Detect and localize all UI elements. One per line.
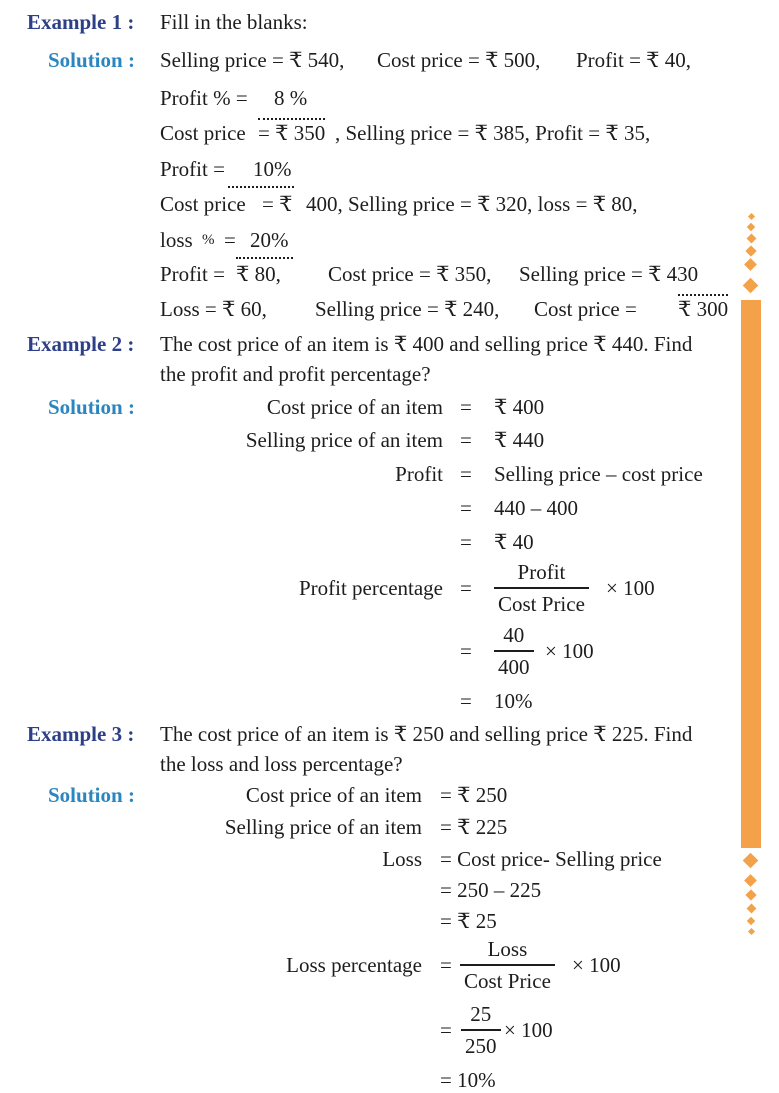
ex3-times-100: × 100 [572, 953, 621, 977]
diamond-icon [745, 889, 756, 900]
ex3-cost-price-label: Cost price of an item [245, 783, 422, 807]
ex3-selling-price-label: Selling price of an item [224, 815, 422, 839]
ex2-cost-price-value: ₹ 400 [494, 395, 545, 419]
ex2-equals: = [460, 639, 472, 663]
ex2-profit-percentage-label: Profit percentage [298, 576, 443, 600]
example-2-label: Example 2 : [27, 332, 135, 356]
fraction-numerator: 25 [470, 1002, 492, 1026]
ex1-r7-selling-price: Selling price = ₹ 430 [519, 262, 699, 286]
example-2-question-line-2: the profit and profit percentage? [160, 362, 431, 386]
example-2-solution-label: Solution : [48, 395, 135, 419]
ex1-r8-cost-price: Cost price = [534, 297, 637, 321]
diamond-icon [744, 258, 757, 271]
ex1-r8-selling-price: Selling price = ₹ 240, [315, 297, 500, 321]
diamond-icon [743, 278, 759, 294]
ex2-equals: = [460, 496, 472, 520]
ex2-equals: = [460, 576, 472, 600]
ex3-loss-label: Loss [382, 847, 422, 871]
ex1-r3-rest: , Selling price = ₹ 385, Profit = ₹ 35, [335, 121, 651, 145]
ex3-final-answer: = 10% [440, 1068, 496, 1092]
ex1-r6-equals: = [224, 228, 236, 252]
diamond-icon [747, 917, 755, 925]
fraction-denominator: Cost Price [498, 592, 585, 616]
fraction-denominator: Cost Price [464, 969, 551, 993]
ex2-selling-price-value: ₹ 440 [494, 428, 545, 452]
ex1-r5-rest: 400, Selling price = ₹ 320, loss = ₹ 80, [306, 192, 638, 216]
ex2-equals: = [460, 428, 472, 452]
ex2-profit-label: Profit [395, 462, 443, 486]
ex2-equals: = [460, 462, 472, 486]
ex1-r5-label: Cost price [160, 192, 246, 216]
ex3-selling-price-value: = ₹ 225 [440, 815, 508, 839]
ex1-r5-answer: = ₹ [262, 192, 293, 216]
ex2-fraction-40-over-400 [494, 625, 534, 678]
ex1-r6-answer: 20% [236, 230, 293, 259]
ex1-r6-label: loss [160, 228, 193, 252]
ex1-r3-answer: = ₹ 350 [258, 118, 325, 144]
ex2-equals: = [460, 530, 472, 554]
ex3-fraction-loss-over-cost [460, 939, 555, 992]
example-3-solution-label: Solution : [48, 783, 135, 807]
ex2-equals: = [460, 689, 472, 713]
ex2-final-answer: 10% [494, 689, 533, 713]
ex2-selling-price-label: Selling price of an item [245, 428, 443, 452]
ex1-r1-selling-price: Selling price = ₹ 540, [160, 48, 345, 72]
ex1-r7-cost-price: Cost price = ₹ 350, [328, 262, 492, 286]
ex1-r3-label: Cost price [160, 121, 246, 145]
example-3-question-line-2: the loss and loss percentage? [160, 752, 403, 776]
ex3-cost-price-value: = ₹ 250 [440, 783, 508, 807]
diamond-icon [748, 213, 755, 220]
example-3-label: Example 3 : [27, 722, 135, 746]
ex3-loss-result: = ₹ 25 [440, 909, 497, 933]
ex1-r6-percent: % [202, 232, 215, 248]
ex1-r4-answer: 10% [228, 159, 294, 188]
ex1-r4-label: Profit = [160, 157, 225, 181]
diamond-icon [747, 904, 757, 914]
diamond-icon [747, 234, 757, 244]
example-2-question-line-1: The cost price of an item is ₹ 400 and selling price ₹ 440. Find [160, 332, 693, 356]
fraction-numerator: Loss [487, 937, 528, 961]
diamond-icon [747, 223, 755, 231]
ex2-cost-price-label: Cost price of an item [266, 395, 443, 419]
ex2-equals: = [460, 395, 472, 419]
example-1-question: Fill in the blanks: [160, 10, 308, 34]
ex3-loss-formula: = Cost price- Selling price [440, 847, 662, 871]
fraction-denominator: 250 [465, 1034, 497, 1058]
ex2-calculation: 440 – 400 [494, 496, 578, 520]
ex3-calculation: = 250 – 225 [440, 878, 542, 902]
ex1-r1-cost-price: Cost price = ₹ 500, [377, 48, 541, 72]
ex2-profit-result: ₹ 40 [494, 530, 534, 554]
example-1-solution-label: Solution : [48, 48, 135, 72]
ex2-times-100: × 100 [545, 639, 594, 663]
ex3-times-100: × 100 [504, 1018, 553, 1042]
ex3-fraction-25-over-250 [461, 1004, 501, 1057]
ex3-equals: = [440, 953, 452, 977]
ex1-r1-profit: Profit = ₹ 40, [576, 48, 692, 72]
ex1-r2-answer: 8 % [274, 86, 308, 110]
diamond-icon [745, 245, 756, 256]
fraction-numerator: 40 [503, 623, 525, 647]
fraction-denominator: 400 [498, 655, 530, 679]
diamond-icon [744, 874, 757, 887]
ex1-r8-loss: Loss = ₹ 60, [160, 297, 267, 321]
ex1-r8-answer: ₹ 300 [678, 294, 728, 320]
side-accent-bar [741, 300, 761, 848]
ex2-profit-formula: Selling price – cost price [494, 462, 703, 486]
ex2-times-100: × 100 [606, 576, 655, 600]
diamond-icon [748, 928, 755, 935]
ex1-r7-answer: ₹ 80, [236, 262, 281, 286]
ex2-fraction-profit-over-cost [494, 562, 589, 615]
ex1-r7-label: Profit = [160, 262, 225, 286]
diamond-icon [743, 853, 759, 869]
example-1-label: Example 1 : [27, 10, 135, 34]
fraction-numerator: Profit [517, 560, 566, 584]
ex3-loss-percentage-label: Loss percentage [286, 953, 422, 977]
ex3-equals: = [440, 1018, 452, 1042]
ex1-r2-label: Profit % = [160, 86, 248, 110]
example-3-question-line-1: The cost price of an item is ₹ 250 and selling price ₹ 225. Find [160, 722, 693, 746]
